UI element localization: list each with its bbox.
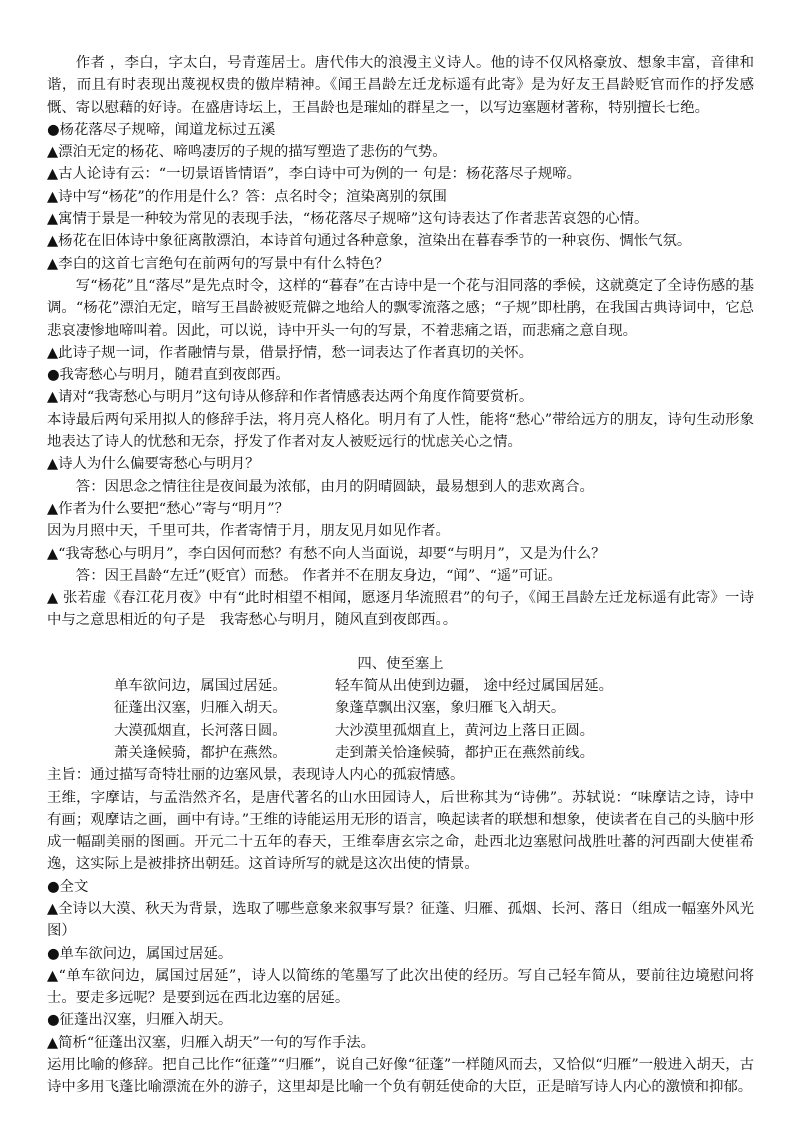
line-note: ▲漂泊无定的杨花、啼鸣凄厉的子规的描写塑造了悲伤的气势。 <box>47 144 447 161</box>
line-bullet-poem-line: ●全文 <box>47 878 89 895</box>
line-question: ▲诗中写“杨花”的作用是什么？答：点名时令；渲染离别的氛围 <box>47 188 447 205</box>
line-answer: 因为月照中天，千里可共，作者寄情于月，朋友见月如见作者。 <box>47 523 450 540</box>
line-bullet-poem-line: ●我寄愁心与明月，随君直到夜郎西。 <box>47 367 290 384</box>
line-question: ▲简析“征蓬出汉塞，归雁入胡天”一句的写作手法。 <box>47 1034 375 1051</box>
line-bullet-poem-line: ●单车欲问边，属国过居延。 <box>47 945 233 962</box>
line-question: ▲全诗以大漠、秋天为背景，选取了哪些意象来叙事写景？征蓬、归雁、孤烟、长河、落日（组成一幅塞外风光图） <box>47 900 754 940</box>
poem-translation: 轻车简从出使到边疆， 途中经过属国居延。 <box>335 678 613 695</box>
answer-paragraph: 写“杨花”且“落尽”是先点时令，这样的“暮春”在古诗中是一个花与泪同落的季候，这就奠定了全诗伤感的基调。“杨花”漂泊无定，暗写王昌龄被贬荒僻之地给人的飘零流落之感；“子规”即杜鹃，在我国古典诗词中，它总悲哀凄惨地啼叫着。因此，可以说，诗中开头一句的写景，不着悲痛之语，而悲痛之意自现。 <box>47 277 754 339</box>
line-answer: 答：因王昌龄“左迁”(贬官）而愁。 作者并不在朋友身边，“闻”、“遥”可证。 <box>75 567 562 584</box>
answer-paragraph: 本诗最后两句采用拟人的修辞手法，将月亮人格化。明月有了人性，能将“愁心”带给远方的朋友，诗句生动形象地表达了诗人的忧愁和无奈，抒发了作者对友人被贬远行的忧虑关心之情。 <box>47 411 754 451</box>
line-bullet-poem-line: ●征蓬出汉塞，归雁入胡天。 <box>47 1012 233 1029</box>
poem-original: 萧关逢候骑，都护在燕然。 <box>114 744 287 761</box>
line-question: ▲“我寄愁心与明月”，李白因何而愁？有愁不向人当面说，却要“与明月”，又是为什么？ <box>47 545 606 562</box>
poem-original: 征蓬出汉塞，归雁入胡天。 <box>114 700 287 717</box>
poem-original: 大漠孤烟直，长河落日圆。 <box>114 722 287 739</box>
theme-line: 主旨：通过描写奇特壮丽的边塞风景，表现诗人内心的孤寂情感。 <box>47 767 465 784</box>
line-note: ▲古人论诗有云：“一切景语皆情语”，李白诗中可为例的一 句是：杨花落尽子规啼。 <box>47 166 582 183</box>
poem-original: 单车欲问边，属国过居延。 <box>114 678 287 695</box>
poem-line <box>114 697 754 719</box>
author-intro-paragraph: 王维，字摩诘，与孟浩然齐名，是唐代著名的山水田园诗人，后世称其为“诗佛”。苏轼说：“味摩诘之诗，诗中有画；观摩诘之画，画中有诗。”王维的诗能运用无形的语言，唤起读者的联想和想象，使读者在自己的头脑中形成一幅副美丽的图画。开元二十五年的春天，王维奉唐玄宗之命，赴西北边塞慰问战胜吐蕃的河西副大使崔希逸，这实际上是被排挤出朝廷。这首诗所写的就是这次出使的情景。 <box>47 789 754 873</box>
poem-block <box>47 675 754 764</box>
line-question: ▲李白的这首七言绝句在前两句的写景中有什么特色？ <box>47 255 390 272</box>
line-question: ▲请对“我寄愁心与明月”这句诗从修辞和作者情感表达两个角度作简要赏析。 <box>47 389 534 406</box>
author-intro-paragraph: 作者 ，李白，字太白，号青莲居士。唐代伟大的浪漫主义诗人。他的诗不仅风格豪放、想象丰富，音律和谐，而且有时表现出蔑视权贵的傲岸精神。《闻王昌龄左迁龙标遥有此寄》是为好友王昌龄贬官而作的抒发感慨、寄以慰藉的好诗。在盛唐诗坛上，王昌龄也是璀灿的群星之一，以写边塞题材著称，特别擅长七绝。 <box>47 55 754 116</box>
line-question: ▲ 张若虚《春江花月夜》中有“此时相望不相闻，愿逐月华流照君”的句子，《闻王昌龄左迁龙标遥有此寄》一诗中与之意思相近的句子是 我寄愁心与明月，随风直到夜郎西。。 <box>47 590 754 629</box>
line-question: ▲诗人为什么偏要寄愁心与明月？ <box>47 456 260 473</box>
line-answer: 答：因思念之情往往是夜间最为浓郁，由月的阴晴圆缺，最易想到人的悲欢离合。 <box>75 478 594 495</box>
line-question: ▲作者为什么要把“愁心”寄与“明月”？ <box>47 500 289 517</box>
line-note: ▲寓情于景是一种较为常见的表现手法，“杨花落尽子规啼”这句诗表达了作者悲苦哀怨的心情。 <box>47 211 649 228</box>
poem-translation: 走到萧关恰逢候骑，都护正在燕然前线。 <box>335 744 595 761</box>
line-note: ▲此诗子规一词，作者融情与景，借景抒情，愁一词表达了作者真切的关怀。 <box>47 344 533 361</box>
line-bullet-poem-line: ●杨花落尽子规啼，闻道龙标过五溪 <box>47 121 276 138</box>
poem-translation: 大沙漠里孤烟直上，黄河边上落日正圆。 <box>335 722 595 739</box>
answer-paragraph: 运用比喻的修辞。把自己比作“征蓬”“归雁”，说自己好像“征蓬”一样随风而去，又恰似“归雁”一般进入胡天，古诗中多用飞蓬比喻漂流在外的游子，这里却是比喻一个负有朝廷使命的大臣，正是暗写诗人内心的激愤和抑郁。 <box>47 1057 754 1096</box>
poem-translation: 象蓬草飘出汉塞，象归雁飞入胡天。 <box>335 700 566 717</box>
poem-line <box>114 720 754 742</box>
line-note: ▲杨花在旧体诗中象征离散漂泊，本诗首句通过各种意象，渲染出在暮春季节的一种哀伤、惆怅气氛。 <box>47 233 692 250</box>
line-question: ▲“单车欲问边，属国过居延”，诗人以简练的笔墨写了此次出使的经历。写自己轻车简从，要前往边境慰问将士。要走多远呢？是要到远在西北边塞的居延。 <box>47 967 754 1007</box>
poem-line <box>114 742 754 764</box>
poem-line <box>114 675 754 697</box>
section-title: 四、使至塞上 <box>357 655 444 672</box>
